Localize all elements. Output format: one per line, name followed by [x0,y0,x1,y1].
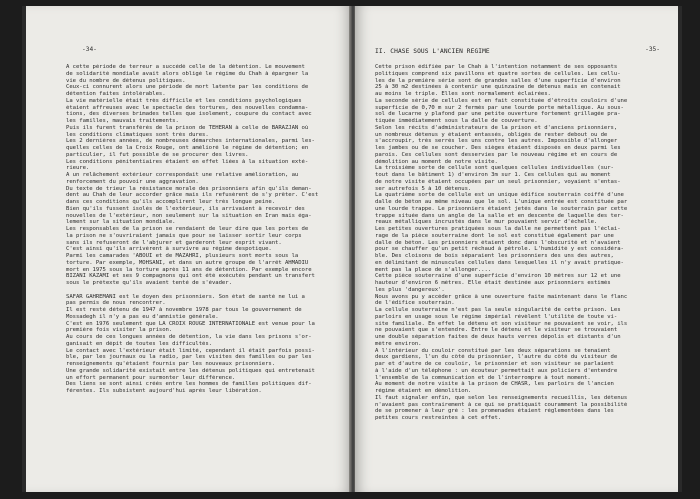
text-line: pour se chauffer qu'un petit réchaud à pétrole. L'humidité y est considéra- [375,246,624,253]
text-line: en délimitant de minuscules cellules dans lesquelles il n'y avait pratique- [375,259,624,266]
text-line: Au cours de ces longues années de détention, la vie dans les prisons s'or- [66,334,312,340]
text-line: Des liens se sont ainsi créés entre les hommes de familles politiques dif- [66,381,312,388]
text-line: C'est en 1976 seulement que LA CROIX ROUGE INTERNATIONALE est venue pour la [66,320,315,327]
text-line: particulier, il fut possible de se procurer des livres. [66,151,249,158]
text-line: Il est resté détenu de 1947 à novembre 1978 par tous le gouvernement de [66,307,302,313]
book-spread [22,6,682,492]
text-line: Bien qu'ils fussent isolés de l'extérieur, ils arrivaient à recevoir des [66,205,305,212]
page-text [66,64,344,395]
text-line: La vie matérielle était très difficile et les conditions psychologiques [66,97,302,104]
text-line: mètre environ. [375,340,422,347]
text-line: rieure. [66,165,90,172]
text-line: tout dans le bâtiment 1) d'environ 3m sur 1. Ces cellules qui au moment [375,172,611,178]
text-line: politiques comprend six pavillons et quatre sortes de cellules. Les cellu- [375,70,621,77]
text-line: détention faites intolérables. [66,91,166,97]
text-line: Les responsables de la prison se rendaient de leur dire que les portes de [66,226,309,232]
text-line: ne pouvaient que s'entendre. Entre le détenu et le visiteur se trouvaient [375,327,618,334]
text-line: 25 à 30 m2 destinées à contenir une quinzaine de détenus mais en contenait [375,84,621,91]
text-line: mort en 1975 sous la torture après 11 ans de détention. Par exemple encore [66,266,312,273]
text-line: tions, des diverses brimades telles que isolement, coupure du contact avec [66,111,312,118]
text-line: rage de la pièce souterraine dont le sol est constitué également par une [375,232,614,239]
right-page [355,6,678,492]
text-line: ble, par les journaux ou la radio, par les visites des familles ou par les [66,354,312,361]
text-line: deux gardiens, l'un du côté du prisonnier, l'autre du côté du visiteur de [375,354,618,361]
text-line: renseignements qu'étaient fournis par les nouveaux prisonniers. [66,361,276,367]
text-line: de l'édifice souterrain. [375,300,455,307]
text-line: renforcement du pouvoir une aggravation. [66,178,199,185]
text-line: un nombreux détenus y étaient entassés, obligés de rester debout ou de [375,131,608,138]
text-line: sous le prétexte qu'ils avaient tenté de s'évader. [66,280,232,286]
text-line: régime étaient en démolition. [375,388,472,394]
text-line: C'est ainsi qu'ils arrivèrent à survivre au régime despotique. [66,246,272,253]
text-line: les familles, mauvais traitements. [66,118,179,124]
text-line: Parmi les camarades 'ABOUI et de MAZAHRI, plusieurs sont morts sous la [66,253,299,259]
text-line: à l'aide d'un téléphone : un écouteur permettait aux policiers d'entendre [375,367,618,374]
text-line: Il faut signaler enfin, que selon les renseignements recueillis, les détenus [375,394,628,401]
text-line: reaux métalliques incrustés dans le mur pouvaient servir d'échelle. [375,219,598,226]
text-line: ble. Des cloisons de bois séparaient les prisonniers des uns des autres, [375,253,614,259]
text-line: Une grande solidarité existait entre les détenus politiques qui entretenait [66,367,315,374]
text-line: A un relâchement extérieur correspondait une relative amélioration, au [66,172,299,178]
text-line: petites cours restreintes à cet effet. [375,415,502,421]
text-line: les de la première série sont de grandes salles d'une superficie d'environ [375,77,621,84]
text-line: hauteur d'environ 6 mètres. Elle était destinée aux prisonniers estimés [375,280,611,286]
text-line: site familiale. En effet le détenu et son visiteur ne pouvaient se voir, ils [375,320,628,327]
text-line: La quatrième sorte de cellule est un unique édifice souterrain coiffé d'une [375,192,624,199]
text-line: dalle de béton au même niveau que le sol. L'unique entrée est constituée par [375,199,628,205]
text-line: lement sur la situation mondiale. [66,219,176,226]
text-line: les plus 'dangereux'. [375,286,445,293]
text-line: s'accroupir, très serrés les uns contre les autres. Impossible d'allonger [375,138,618,145]
text-line: n'avaient pas contrairement à ce qui se pratiquait couramment la possibilité [375,401,628,408]
text-line: une lourde trappe. Le prisonniers étaient jetés dans le souterrain par cette [375,205,628,212]
text-line: de solidarité mondiale avait alors obligé le régime du Chah à épargner la [66,70,309,77]
text-line: torture. Par exemple, MOHSANI, et dans un autre groupe de l'arrêt AHMADIU [66,259,309,266]
text-line: La cellule souterraine n'est pas la seule singularité de cette prison. Les [375,307,621,313]
text-line: A cette période de terreur a succédé celle de la détention. Le mouvement [66,64,305,70]
text-line: La troisième sorte de cellule sont quelques cellules individuelles (sur- [375,165,614,172]
text-line: ganisait en dépit de toutes les difficultés. [66,340,212,347]
text-line: trappe située dans un angle de la salle et en descente de laquelle des ter- [375,212,624,219]
text-line: Les petites ouvertures pratiquées sous la dalle ne permettent pas l'éclai- [375,226,621,232]
text-line: La seconde série de cellules est en fait constituée d'étroits couloirs d'une [375,97,628,104]
text-line: Les 2 dernières années, de nombreuses démarches internationales, parmi les- [66,138,315,145]
text-line: Au moment de notre visite à la prison de CHASR, les parloirs de l'ancien [375,381,614,388]
text-line: ser autrefois 5 à 10 détenus. [375,185,472,192]
text-line: parois. Ces cellules sont desservies par le nouveau régime et en cours de [375,151,618,158]
page-number: -35- [645,46,660,53]
text-line: vie du nombre de détenus politiques. [66,77,186,84]
text-line: Ceux-ci connurent alors une période de mort latente par les conditions de [66,84,309,91]
text-line: l'ensemble de la communication et de l'interrompre à tout moment. [375,374,591,381]
text-line: sol de lucarne y plafond par une petite ouverture fortement grillagée pra- [375,111,621,118]
text-line: un effort permanent pour surmonter leur différence. [66,374,236,381]
text-line: au moins le triple. Elles sont normalement éclairées. [375,91,551,97]
text-line: pas permis de nous rencontrer. [66,300,166,307]
text-line: dent au Chah de leur accorder grâce mais ils refusèrent de s'y prêter. C'est [66,192,319,199]
text-line: A l'intérieur du couloir constitué par les deux séparations se tenaient [375,347,611,354]
left-page [26,6,351,492]
text-line: SAFAR GAHREMANI est le doyen des prisonniers. Son état de santé ne lui a [66,293,305,300]
paragraph-gap [66,287,344,294]
text-line: superficie de 0,70 m sur 2 fermés par une lourde porte métallique. Au sous- [375,104,624,111]
text-line: les jambes ou de se coucher. Des sièges étaient disposés en deux parmi les [375,145,621,151]
text-line: parloirs en usage sous le régime impérial révèlent l'utilité de toute vi- [375,313,618,320]
text-line: de notre visite étaient occupées par un seul prisonnier, voyaient s'entas- [375,178,621,185]
text-line: Le contact avec l'extérieur était limité, cependant il était parfois possi- [66,347,315,354]
page-text [375,64,671,422]
text-line: démolition au moment de notre visite. [375,158,498,165]
text-line: une double séparation faites de deux hauts verres dépolis et distants d'un [375,334,621,340]
text-line: Mossadegh il n'y a pas eu d'amnistie générale. [66,313,219,320]
text-line: sans ils refuseront de l'abjurer et garderont leur esprit vivant. [66,239,282,246]
text-line: Cette prison édifiée par le Chah à l'intention notamment de ses opposants [375,64,618,70]
text-line: Nous avons pu y accéder grâce à une ouverture faite maintenant dans le flanc [375,293,628,300]
text-line: nouvelles de l'extérieur, non seulement sur la situation en Iran mais éga- [66,212,312,219]
page-number: -34- [82,46,97,53]
text-line: Du texte de trieur la résistance morale des prisonniers afin qu'ils deman- [66,185,312,192]
text-line: première fois visiter la prison. [66,327,173,334]
text-line: dalle de béton. Les prisonniers étaient donc dans l'obscurité et n'avaient [375,239,621,246]
text-line: Selon les récits d'administrateurs de la prison et d'anciens prisonniers, [375,124,618,131]
text-line: ment pas la place de s'allonger.... [375,266,492,273]
section-heading: II. CHASE SOUS L'ANCIEN REGIME [375,48,490,55]
text-line: étaient affreuses avec le spectacle des tortures, des nouvelles condamna- [66,104,309,111]
text-line: la prison ne s'ouvriraient jamais que pour se laisser sortir leur corps [66,232,302,239]
text-line: Cette pièce souterraine d'une superficie d'environ 10 mètres sur 12 et une [375,273,621,280]
text-line: tiquée immédiatement sous la dalle de couverture. [375,118,538,124]
text-line: les conditions climatiques sont très dures. [66,131,209,138]
text-line: Les conditions pénitentiaires étaient en effet liées à la situation exté- [66,158,309,165]
text-line: férentes. Ils subsistent aujourd'hui après leur libération. [66,388,262,394]
text-line: par et d'autre de ce couloir, le prisonnier et son visiteur se parlaient [375,361,614,367]
text-line: Puis ils furent transférés de la prison de TEHERAN à celle de BARAZJAN où [66,124,309,131]
text-line: BIZANI KAZAMI et ses 9 compagnons qui ont été exécutés pendant un transfert [66,273,315,280]
text-line: quelles celles de la Croix Rouge, ont amélioré le régime de détention; en [66,145,309,151]
text-line: dans ces conditions qu'ils accomplirent leur très longue peine. [66,199,276,205]
text-line: de se promener à leur gré : les promenades étaient réglementées dans les [375,408,614,415]
